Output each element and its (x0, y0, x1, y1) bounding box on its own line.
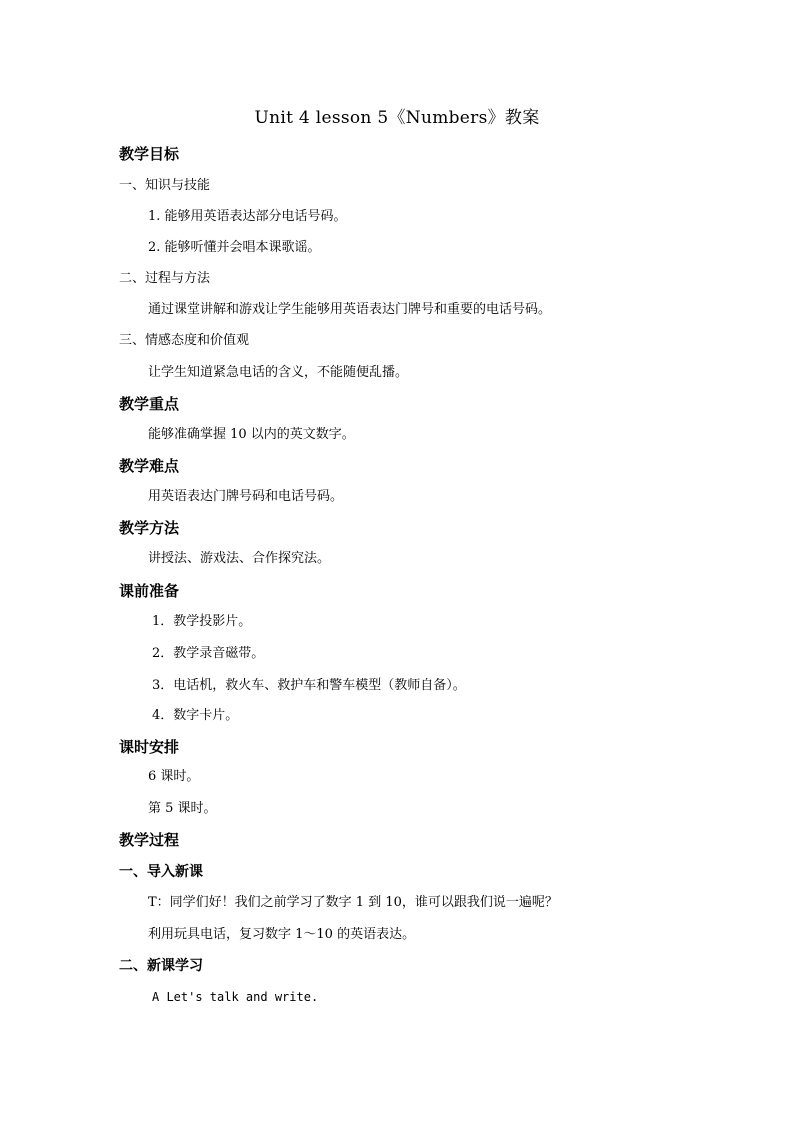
paragraph: 讲授法、游戏法、合作探究法。 (148, 551, 331, 566)
paragraph: 让学生知道紧急电话的含义，不能随便乱播。 (148, 365, 409, 380)
paragraph: 通过课堂讲解和游戏让学生能够用英语表达门牌号和重要的电话号码。 (148, 302, 552, 317)
subsection-heading-attitude-values: 三、情感态度和价值观 (119, 333, 250, 348)
subsection-heading-knowledge-skills: 一、知识与技能 (119, 178, 211, 193)
list-item: 3．电话机，救火车、救护车和警车模型（教师自备）。 (152, 678, 466, 693)
paragraph: 能够准确掌握 10 以内的英文数字。 (148, 427, 355, 442)
paragraph: A Let's talk and write. (152, 990, 319, 1004)
section-heading-preparation: 课前准备 (119, 582, 180, 600)
paragraph: 利用玩具电话，复习数字 1～10 的英语表达。 (148, 927, 416, 942)
paragraph: 第 5 课时。 (148, 801, 217, 816)
paragraph: 用英语表达门牌号码和电话号码。 (148, 489, 344, 504)
list-item: 1．教学投影片。 (152, 614, 252, 629)
section-heading-objectives: 教学目标 (119, 145, 180, 163)
document-title: Unit 4 lesson 5《Numbers》教案 (254, 108, 540, 128)
list-item: 2．教学录音磁带。 (152, 646, 265, 661)
section-heading-procedure: 教学过程 (119, 831, 180, 849)
paragraph: T：同学们好！我们之前学习了数字 1 到 10，谁可以跟我们说一遍呢？ (148, 895, 558, 910)
section-heading-difficulties: 教学难点 (119, 457, 180, 475)
list-item: 4．数字卡片。 (152, 708, 239, 723)
section-heading-methods: 教学方法 (119, 519, 180, 537)
list-item: 2. 能够听懂并会唱本课歌谣。 (148, 240, 321, 255)
section-heading-schedule: 课时安排 (119, 738, 180, 756)
subsection-heading-process-method: 二、过程与方法 (119, 271, 211, 286)
list-item: 1. 能够用英语表达部分电话号码。 (148, 209, 347, 224)
subsection-heading-introduction: 一、导入新课 (119, 864, 203, 880)
paragraph: 6 课时。 (148, 769, 200, 784)
subsection-heading-new-lesson: 二、新课学习 (119, 958, 203, 974)
section-heading-key-points: 教学重点 (119, 395, 180, 413)
